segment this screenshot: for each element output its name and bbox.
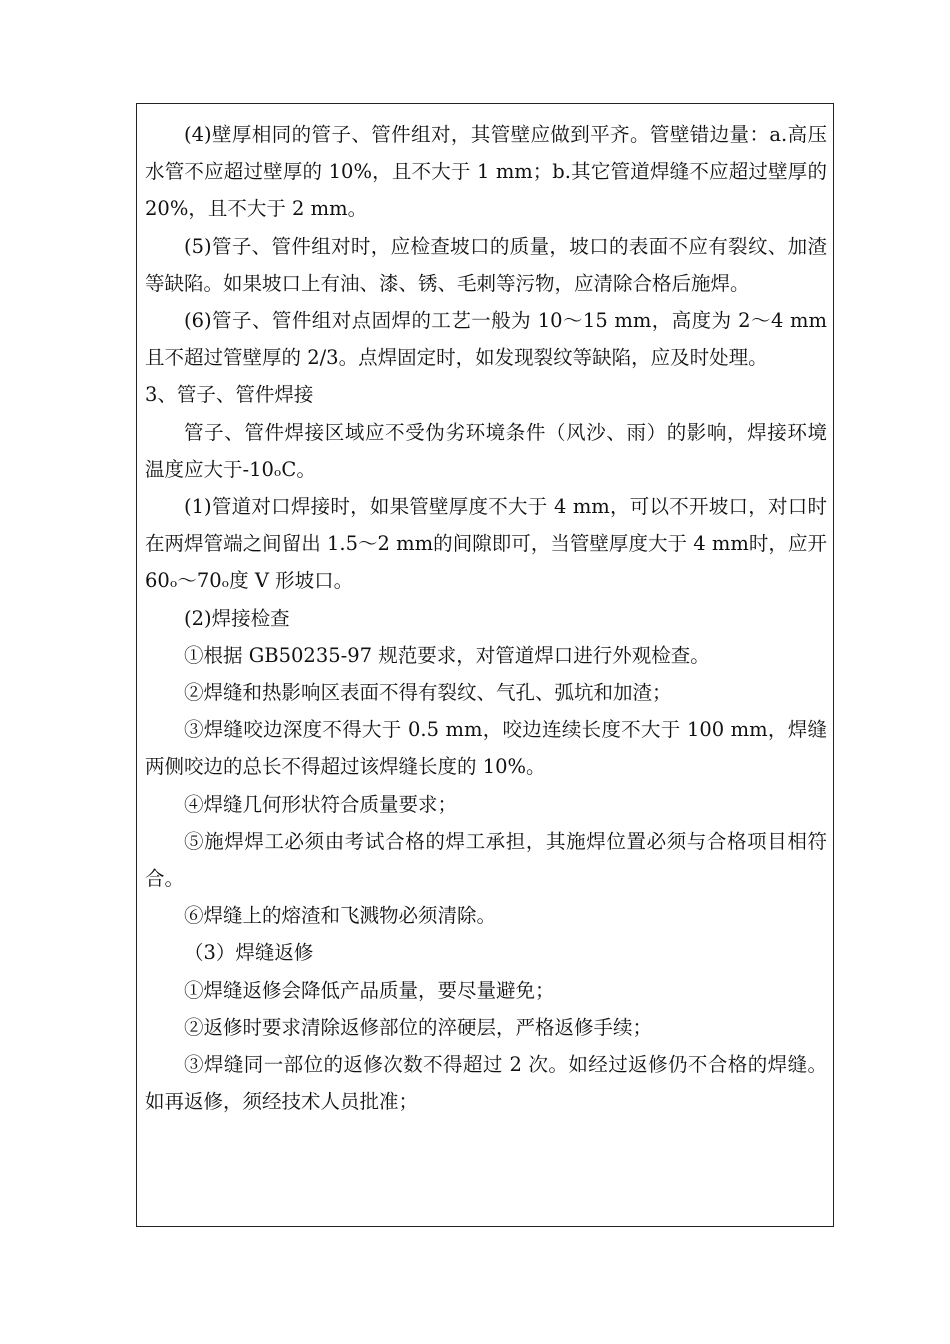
paragraph-butt-welding: (1)管道对口焊接时，如果管壁厚度不大于 4 mm，可以不开坡口，对口时在两焊管端之间留出 1.5～2 mm的间隙即可，当管壁厚度大于 4 mm时，应开 60ₒ～70ₒ度 V 形坡口。 [145, 495, 827, 593]
document-body [145, 116, 827, 1120]
list-item-repair-1: ①焊缝返修会降低产品质量，要尽量避免； [184, 978, 555, 1002]
list-item-inspection-5: ⑤施焊焊工必须由考试合格的焊工承担，其施焊位置必须与合格项目相符合。 [145, 829, 827, 891]
list-item-repair-2: ②返修时要求清除返修部位的淬硬层，严格返修手续； [184, 1015, 653, 1039]
document-frame [136, 103, 834, 1227]
list-item-inspection-1: ①根据 GB50235-97 规范要求，对管道焊口进行外观检查。 [184, 643, 710, 667]
paragraph-welding-environment: 管子、管件焊接区域应不受伪劣环境条件（风沙、雨）的影响，焊接环境温度应大于-10ₒC。 [145, 420, 827, 481]
section-heading-welding: 3、管子、管件焊接 [145, 383, 314, 407]
subheading-weld-inspection: (2)焊接检查 [184, 606, 290, 630]
list-item-inspection-3: ③焊缝咬边深度不得大于 0.5 mm，咬边连续长度不大于 100 mm，焊缝两侧咬边的总长不得超过该焊缝长度的 10%。 [145, 718, 827, 779]
list-item-inspection-2: ②焊缝和热影响区表面不得有裂纹、气孔、弧坑和加渣； [184, 681, 672, 705]
paragraph-tack-welding: (6)管子、管件组对点固焊的工艺一般为 10～15 mm，高度为 2～4 mm且不超过管壁厚的 2/3。点焊固定时，如发现裂纹等缺陷，应及时处理。 [145, 309, 827, 370]
paragraph-wall-alignment: (4)壁厚相同的管子、管件组对，其管壁应做到平齐。管壁错边量：a.高压水管不应超过壁厚的 10%，且不大于 1 mm；b.其它管道焊缝不应超过壁厚的 20%，且不大于 2 mm。 [145, 123, 827, 221]
list-item-inspection-6: ⑥焊缝上的熔渣和飞溅物必须清除。 [184, 904, 497, 928]
list-item-inspection-4: ④焊缝几何形状符合质量要求； [184, 792, 458, 816]
paragraph-bevel-inspection: (5)管子、管件组对时，应检查坡口的质量，坡口的表面不应有裂纹、加渣等缺陷。如果坡口上有油、漆、锈、毛刺等污物，应清除合格后施焊。 [145, 234, 827, 295]
list-item-repair-3: ③焊缝同一部位的返修次数不得超过 2 次。如经过返修仍不合格的焊缝。如再返修，须经技术人员批准； [145, 1053, 827, 1114]
subheading-weld-repair: （3）焊缝返修 [184, 941, 314, 965]
